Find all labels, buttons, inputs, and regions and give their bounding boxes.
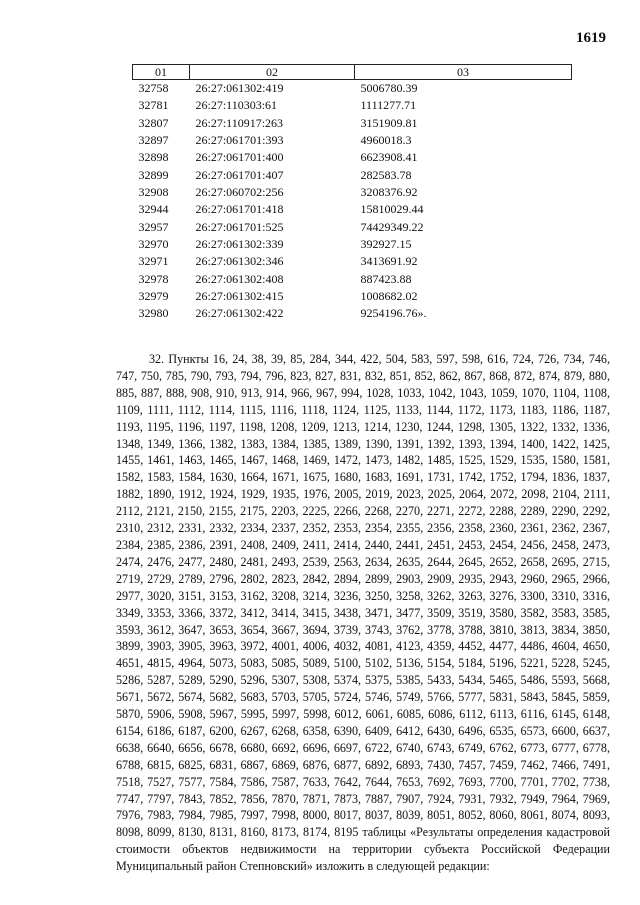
row-id-cell: 32908 [138,184,169,199]
table-row [133,149,572,166]
cadastral-value-cell: 15810029.44 [360,202,424,217]
table-body [133,80,572,323]
cadastral-value-cell: 9254196.76». [360,306,427,321]
cadastral-value-table [132,64,572,323]
cadastral-value-cell: 3208376.92 [360,184,418,199]
cadastral-value-cell: 5006780.39 [360,81,418,95]
cadastral-number-cell: 26:27:061302:419 [195,81,284,95]
cadastral-value-cell: 1111277.71 [360,98,417,113]
cadastral-number-cell: 26:27:061701:393 [195,132,284,147]
column-header-03: 03 [355,65,572,80]
cadastral-number-cell: 26:27:110303:61 [195,98,278,113]
row-id-cell: 32970 [138,236,169,251]
cadastral-number-cell: 26:27:061701:407 [195,167,284,182]
table-row [133,253,572,270]
cadastral-value-cell: 74429349.22 [360,219,424,234]
column-header-01: 01 [133,65,190,80]
row-id-cell: 32979 [138,288,169,303]
cadastral-value-cell: 3151909.81 [360,115,418,130]
cadastral-value-cell: 887423.88 [360,271,412,286]
table-row [133,236,572,253]
table-row [133,271,572,288]
cadastral-number-cell: 26:27:061302:415 [195,288,284,303]
cadastral-value-cell: 392927.15 [360,236,412,251]
cadastral-value-cell: 4960018.3 [360,132,412,147]
cadastral-number-cell: 26:27:061701:400 [195,150,284,165]
cadastral-value-cell: 6623908.41 [360,150,418,165]
row-id-cell: 32957 [138,219,169,234]
table-row [133,184,572,201]
row-id-cell: 32781 [138,98,169,113]
item-32-paragraph: 32. Пункты 16, 24, 38, 39, 85, 284, 344, 422, 504, 583, 597, 598, 616, 724, 726, 734, 746, 747, 750, 785, 790, 793, 794, 796, 823, 827, 831, 832, 851, 852, 862, 867, 868, 872, 874, 879, 880, 885, 887, 888, 908, 910, 913, 914, 966, 967, 994, 1028, 1033, 1042, 1043, 1059, 1070, 1104, 1108, 1109, 1111, 1112, 1114, 1115, 1116, 1118, 1124, 1125, 1133, 1144, 1172, 1173, 1183, 1186, 1187, 1193, 1195, 1196, 1197, 1198, 1208, 1209, 1213, 1214, 1230, 1244, 1298, 1305, 1322, 1332, 1336, 1348, 1349, 1366, 1382, 1383, 1384, 1385, 1389, 1390, 1391, 1392, 1393, 1394, 1400, 1422, 1425, 1455, 1461, 1463, 1465, 1467, 1468, 1469, 1472, 1473, 1482, 1485, 1525, 1529, 1535, 1580, 1581, 1582, 1583, 1584, 1630, 1664, 1671, 1675, 1680, 1683, 1691, 1731, 1742, 1752, 1794, 1836, 1837, 1882, 1890, 1912, 1924, 1929, 1935, 1976, 2005, 2019, 2023, 2025, 2064, 2072, 2098, 2104, 2111, 2112, 2121, 2150, 2155, 2175, 2203, 2225, 2266, 2268, 2270, 2271, 2272, 2288, 2289, 2290, 2292, 2310, 2312, 2331, 2332, 2334, 2337, 2352, 2353, 2354, 2355, 2356, 2358, 2360, 2361, 2362, 2367, 2384, 2385, 2386, 2391, 2408, 2409, 2411, 2414, 2440, 2441, 2451, 2453, 2454, 2456, 2458, 2473, 2474, 2476, 2477, 2480, 2481, 2493, 2539, 2563, 2634, 2635, 2644, 2645, 2652, 2658, 2695, 2715, 2719, 2729, 2789, 2796, 2802, 2823, 2842, 2894, 2899, 2903, 2909, 2935, 2943, 2960, 2965, 2966, 2977, 3020, 3151, 3153, 3162, 3208, 3214, 3236, 3250, 3258, 3262, 3263, 3276, 3300, 3310, 3316, 3349, 3353, 3366, 3372, 3412, 3414, 3415, 3438, 3471, 3477, 3509, 3519, 3580, 3582, 3583, 3585, 3593, 3612, 3647, 3653, 3654, 3667, 3694, 3739, 3743, 3762, 3778, 3788, 3810, 3813, 3834, 3850, 3899, 3903, 3905, 3963, 3972, 4001, 4006, 4032, 4081, 4123, 4359, 4452, 4477, 4486, 4604, 4650, 4651, 4815, 4964, 5073, 5083, 5085, 5089, 5100, 5102, 5136, 5154, 5184, 5196, 5221, 5228, 5245, 5286, 5287, 5289, 5290, 5296, 5307, 5308, 5374, 5375, 5385, 5433, 5434, 5465, 5486, 5593, 5668, 5671, 5672, 5674, 5682, 5683, 5703, 5705, 5724, 5746, 5749, 5766, 5777, 5831, 5843, 5845, 5859, 5870, 5906, 5908, 5967, 5995, 5997, 5998, 6012, 6061, 6085, 6086, 6112, 6113, 6116, 6145, 6148, 6154, 6186, 6187, 6200, 6267, 6268, 6358, 6390, 6409, 6412, 6430, 6496, 6535, 6573, 6600, 6637, 6638, 6640, 6656, 6678, 6680, 6692, 6696, 6697, 6722, 6740, 6743, 6749, 6762, 6773, 6777, 6778, 6788, 6815, 6825, 6831, 6867, 6869, 6876, 6877, 6892, 6893, 7430, 7457, 7459, 7462, 7466, 7491, 7518, 7527, 7577, 7584, 7586, 7587, 7633, 7642, 7644, 7653, 7692, 7693, 7700, 7701, 7702, 7738, 7747, 7797, 7843, 7852, 7856, 7870, 7871, 7873, 7887, 7907, 7924, 7931, 7932, 7949, 7964, 7969, 7976, 7983, 7984, 7985, 7997, 7998, 8000, 8017, 8037, 8039, 8051, 8052, 8060, 8061, 8074, 8093, 8098, 8099, 8130, 8131, 8160, 8173, 8174, 8195 таблицы «Результаты определения кадастровой стоимости объектов недвижимости на территории субъекта Российской Федерации Муниципальный район Степновский» изложить в следующей редакции: [116,352,610,874]
cadastral-number-cell: 26:27:061302:422 [195,306,284,321]
row-id-cell: 32899 [138,167,169,182]
table-header-row [133,65,572,80]
cadastral-number-cell: 26:27:061302:346 [195,254,284,269]
row-id-cell: 32978 [138,271,169,286]
row-id-cell: 32807 [138,115,169,130]
table-row [133,288,572,305]
cadastral-number-cell: 26:27:061302:339 [195,236,284,251]
row-id-cell: 32944 [138,202,169,217]
cadastral-number-cell: 26:27:061701:418 [195,202,284,217]
table-row [133,305,572,322]
table-row [133,201,572,218]
cadastral-value-cell: 3413691.92 [360,254,418,269]
row-id-cell: 32897 [138,132,169,147]
table-row [133,97,572,114]
row-id-cell: 32758 [138,81,169,95]
row-id-cell: 32980 [138,306,169,321]
cadastral-number-cell: 26:27:110917:263 [195,115,284,130]
page-number: 1619 [576,30,606,46]
cadastral-number-cell: 26:27:061701:525 [195,219,284,234]
table-row [133,115,572,132]
cadastral-number-cell: 26:27:061302:408 [195,271,284,286]
row-id-cell: 32971 [138,254,169,269]
table-row [133,167,572,184]
cadastral-value-cell: 282583.78 [360,167,412,182]
cadastral-value-cell: 1008682.02 [360,288,418,303]
table-row [133,80,572,98]
row-id-cell: 32898 [138,150,169,165]
table-row [133,219,572,236]
column-header-02: 02 [190,65,355,80]
cadastral-number-cell: 26:27:060702:256 [195,184,284,199]
table-row [133,132,572,149]
